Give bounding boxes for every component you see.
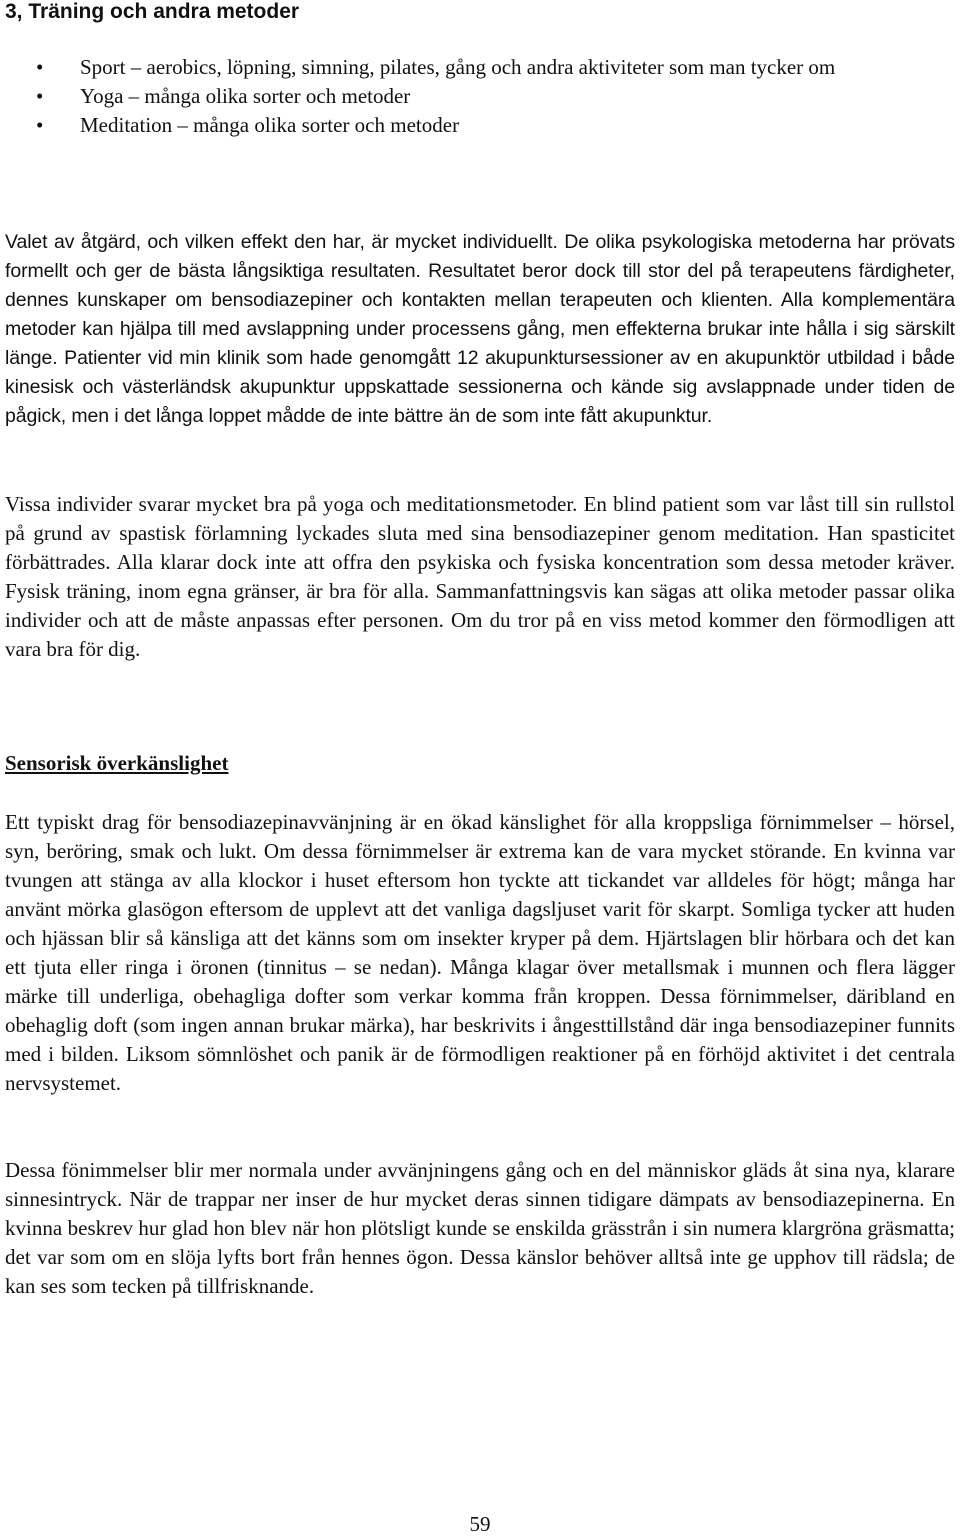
bullet-text: Yoga – många olika sorter och metoder <box>80 84 411 108</box>
section-heading: 3, Träning och andra metoder <box>5 0 300 23</box>
bullet-item-yoga <box>0 82 960 111</box>
bullet-item-meditation <box>0 111 960 140</box>
page-number: 59 <box>469 1512 491 1536</box>
bullet-icon: • <box>36 113 44 137</box>
bullet-icon: • <box>36 84 44 108</box>
methods-bullet-list <box>0 53 960 140</box>
bullet-text: Sport – aerobics, löpning, simning, pilates, gång och andra aktiviteter som man tycker om <box>80 55 836 79</box>
paragraph-text: Valet av åtgärd, och vilken effekt den har, är mycket individuellt. De olika psykologiska metoderna har prövats formellt och ger de bästa långsiktiga resultaten. Resultatet beror dock till stor del på terapeutens färdigheter, dennes kunskaper om bensodiazepiner och kontakten mellan terapeuten och klienten. Alla komplementära metoder kan hjälpa till med avslappning under processens gång, men effekterna brukar inte hålla i sig särskilt länge. Patienter vid min klinik som hade genomgått 12 akupunktursessioner av en akupunktör utbildad i både kinesisk och västerländsk akupunktur uppskattade sessionerna och kände sig avslappnade under tiden de pågick, men i det långa loppet mådde de inte bättre än de som inte fått akupunktur. <box>5 231 955 427</box>
paragraph-normalization: Dessa fönimmelser blir mer normala under avvänjningens gång och en del människor gläds åt sina nya, klarare sinnesintryck. När de trappar ner inser de hur mycket deras sinnen tidigare dämpats av bensodiazepinerna. En kvinna beskrev hur glad hon blev när hon plötsligt kunde se enskilda grässtrån i sin numera klargröna gräsmatta; det var som om en slöja lyfts bort från hennes ögon. Dessa känslor behöver alltså inte ge upphov till rädsla; de kan ses som tecken på tillfrisknande. <box>5 1158 955 1298</box>
bullet-icon: • <box>36 55 44 79</box>
paragraph-yoga-meditation: Vissa individer svarar mycket bra på yoga och meditationsmetoder. En blind patient som var låst till sin rullstol på grund av spastisk förlamning lyckades sluta med sina bensodiazepiner genom meditation. Han spasticitet förbättrades. Alla klarar dock inte att offra den psykiska och fysiska koncentration som dessa metoder kräver. Fysisk träning, inom egna gränser, är bra för alla. Sammanfattningsvis kan sägas att olika metoder passar olika individer och att de måste anpassas efter personen. Om du tror på en viss metod kommer den förmodligen att vara bra för dig. <box>5 492 955 661</box>
paragraph-method-choice <box>5 228 955 431</box>
bullet-item-sport <box>0 53 960 82</box>
paragraph-sensory-hypersensitivity: Ett typiskt drag för bensodiazepinavvänjning är en ökad känslighet för alla kroppsliga förnimmelser – hörsel, syn, beröring, smak och lukt. Om dessa förnimmelser är extrema kan de vara mycket störande. En kvinna var tvungen att stänga av alla klockor i huset eftersom hon tyckte att tickandet var alldeles för högt; många har använt mörka glasögon eftersom de upplevt att det vanliga dagsljuset varit för skarpt. Somliga tycker att huden och hjässan blir så känsliga att det känns som om insekter kryper på dem. Hjärtslagen blir hörbara och det kan ett tjuta eller ringa i öronen (tinnitus – se nedan). Många klagar över metallsmak i munnen och flera lägger märke till underliga, obehagliga dofter som verkar komma från kroppen. Dessa förnimmelser, däribland en obehaglig doft (som ingen annan brukar märka), har beskrivits i ångesttillstånd där inga bensodiazepiner funnits med i bilden. Liksom sömnlöshet och panik är de förmodligen reaktioner på en förhöjd aktivitet i det centrala nervsystemet. <box>5 810 955 1095</box>
subheading-sensory: Sensorisk överkänslighet <box>5 751 229 775</box>
bullet-text: Meditation – många olika sorter och metoder <box>80 113 460 137</box>
